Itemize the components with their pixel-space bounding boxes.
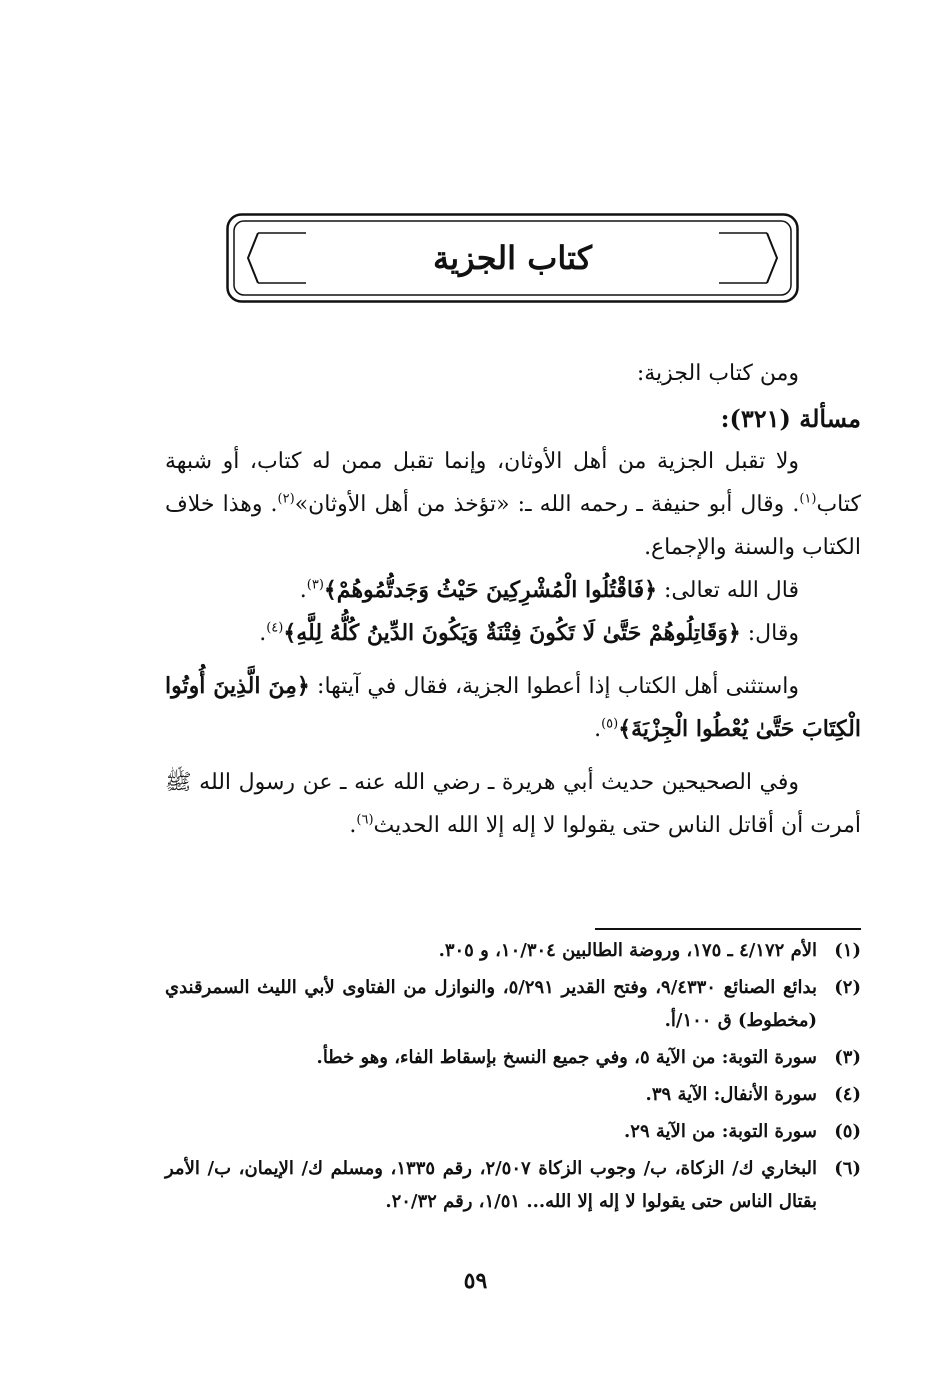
- paragraph-4: [165, 665, 861, 751]
- footnote-text: سورة التوبة: من الآية ٥، وفي جميع النسخ بإسقاط الفاء، وهو خطأ.: [316, 1047, 817, 1068]
- footnote-number: (٢): [834, 977, 861, 998]
- paragraph-5-end: .: [349, 813, 357, 838]
- paragraph-3-text: وقال:: [740, 621, 799, 646]
- footnote: [165, 1152, 861, 1218]
- footnote: [165, 1078, 861, 1111]
- footnote-ref-3: (٣): [306, 577, 324, 593]
- quran-verse-3: ﴿مِنَ الَّذِينَ أُوتُوا الْكِتَابَ حَتَّىٰ يُعْطُوا الْجِزْيَةَ﴾: [165, 673, 861, 742]
- footnote-text: سورة التوبة: من الآية ٢٩.: [624, 1121, 817, 1142]
- paragraph-1: [165, 440, 861, 569]
- footnote-number: (٤): [834, 1084, 861, 1105]
- footnote-ref-2: (٢): [277, 491, 295, 507]
- paragraph-3: [165, 612, 861, 655]
- intro-line: ومن كتاب الجزية:: [636, 361, 799, 386]
- issue-heading: مسألة (٣٢١):: [720, 404, 861, 433]
- paragraph-4-text: واستثنى أهل الكتاب إذا أعطوا الجزية، فقال في آيتها:: [309, 674, 799, 699]
- paragraph-1-text-b: . وقال أبو حنيفة ـ رحمه الله ـ: «تؤخذ من أهل الأوثان»: [294, 492, 800, 517]
- footnote-separator: [595, 928, 861, 930]
- footnote-ref-6: (٦): [356, 812, 374, 828]
- paragraph-1-text: ولا تقبل الجزية من أهل الأوثان، وإنما تقبل ممن له كتاب، أو شبهة كتاب: [165, 449, 861, 517]
- footnote-text: بدائع الصنائع ٩/٤٣٣٠، وفتح القدير ٥/٢٩١، والنوازل من الفتاوى لأبي الليث السمرقندي (مخطوط) ق ١٠٠/أ.: [165, 977, 817, 1031]
- page-number: ٥٩: [463, 1268, 488, 1294]
- footnotes: [165, 934, 861, 1222]
- footnote-number: (١): [834, 940, 861, 961]
- footnote-text: الأم ٤/١٧٢ ـ ١٧٥، وروضة الطالبين ١٠/٣٠٤، و ٣٠٥.: [438, 940, 817, 961]
- paragraph-5: [165, 761, 861, 847]
- footnote: [165, 971, 861, 1037]
- paragraph-4-end: .: [594, 717, 602, 742]
- footnote: [165, 1115, 861, 1148]
- footnote-text: سورة الأنفال: الآية ٣٩.: [645, 1084, 817, 1105]
- paragraph-5-text: وفي الصحيحين حديث أبي هريرة ـ رضي الله عنه ـ عن رسول الله ﷺ أمرت أن أقاتل الناس حتى يقولوا لا إله إلا الله الحديث: [165, 770, 861, 838]
- main-text: [165, 352, 861, 847]
- quran-verse-2: ﴿وَقَاتِلُوهُمْ حَتَّىٰ لَا تَكُونَ فِتْنَةٌ وَيَكُونَ الدِّينُ كُلُّهُ لِلَّهِ﴾: [283, 620, 741, 646]
- paragraph-3-end: .: [259, 621, 267, 646]
- paragraph-2-end: .: [299, 578, 307, 603]
- chapter-title: كتاب الجزية: [433, 239, 592, 277]
- quran-verse-1: ﴿فَاقْتُلُوا الْمُشْرِكِينَ حَيْثُ وَجَدتُّمُوهُمْ﴾: [323, 577, 658, 603]
- footnote-ref-4: (٤): [266, 620, 284, 636]
- footnote-text: البخاري ك/ الزكاة، ب/ وجوب الزكاة ٢/٥٠٧، رقم ١٣٣٥، ومسلم ك/ الإيمان، ب/ الأمر بقتال الناس حتى يقولوا لا إله إلا الله... ١/٥١، رقم ٢٠/٣٢.: [165, 1158, 818, 1212]
- paragraph-2: [165, 569, 861, 612]
- footnote-number: (٣): [834, 1047, 861, 1068]
- footnote: [165, 934, 861, 967]
- paragraph-1-text-c: . وهذا خلاف الكتاب والسنة والإجماع.: [165, 492, 861, 560]
- footnote-ref-5: (٥): [601, 716, 619, 732]
- footnote-number: (٦): [834, 1158, 861, 1179]
- footnote: [165, 1041, 861, 1074]
- paragraph-2-text: قال الله تعالى:: [657, 578, 799, 603]
- footnote-ref-1: (١): [799, 491, 817, 507]
- footnote-number: (٥): [834, 1121, 861, 1142]
